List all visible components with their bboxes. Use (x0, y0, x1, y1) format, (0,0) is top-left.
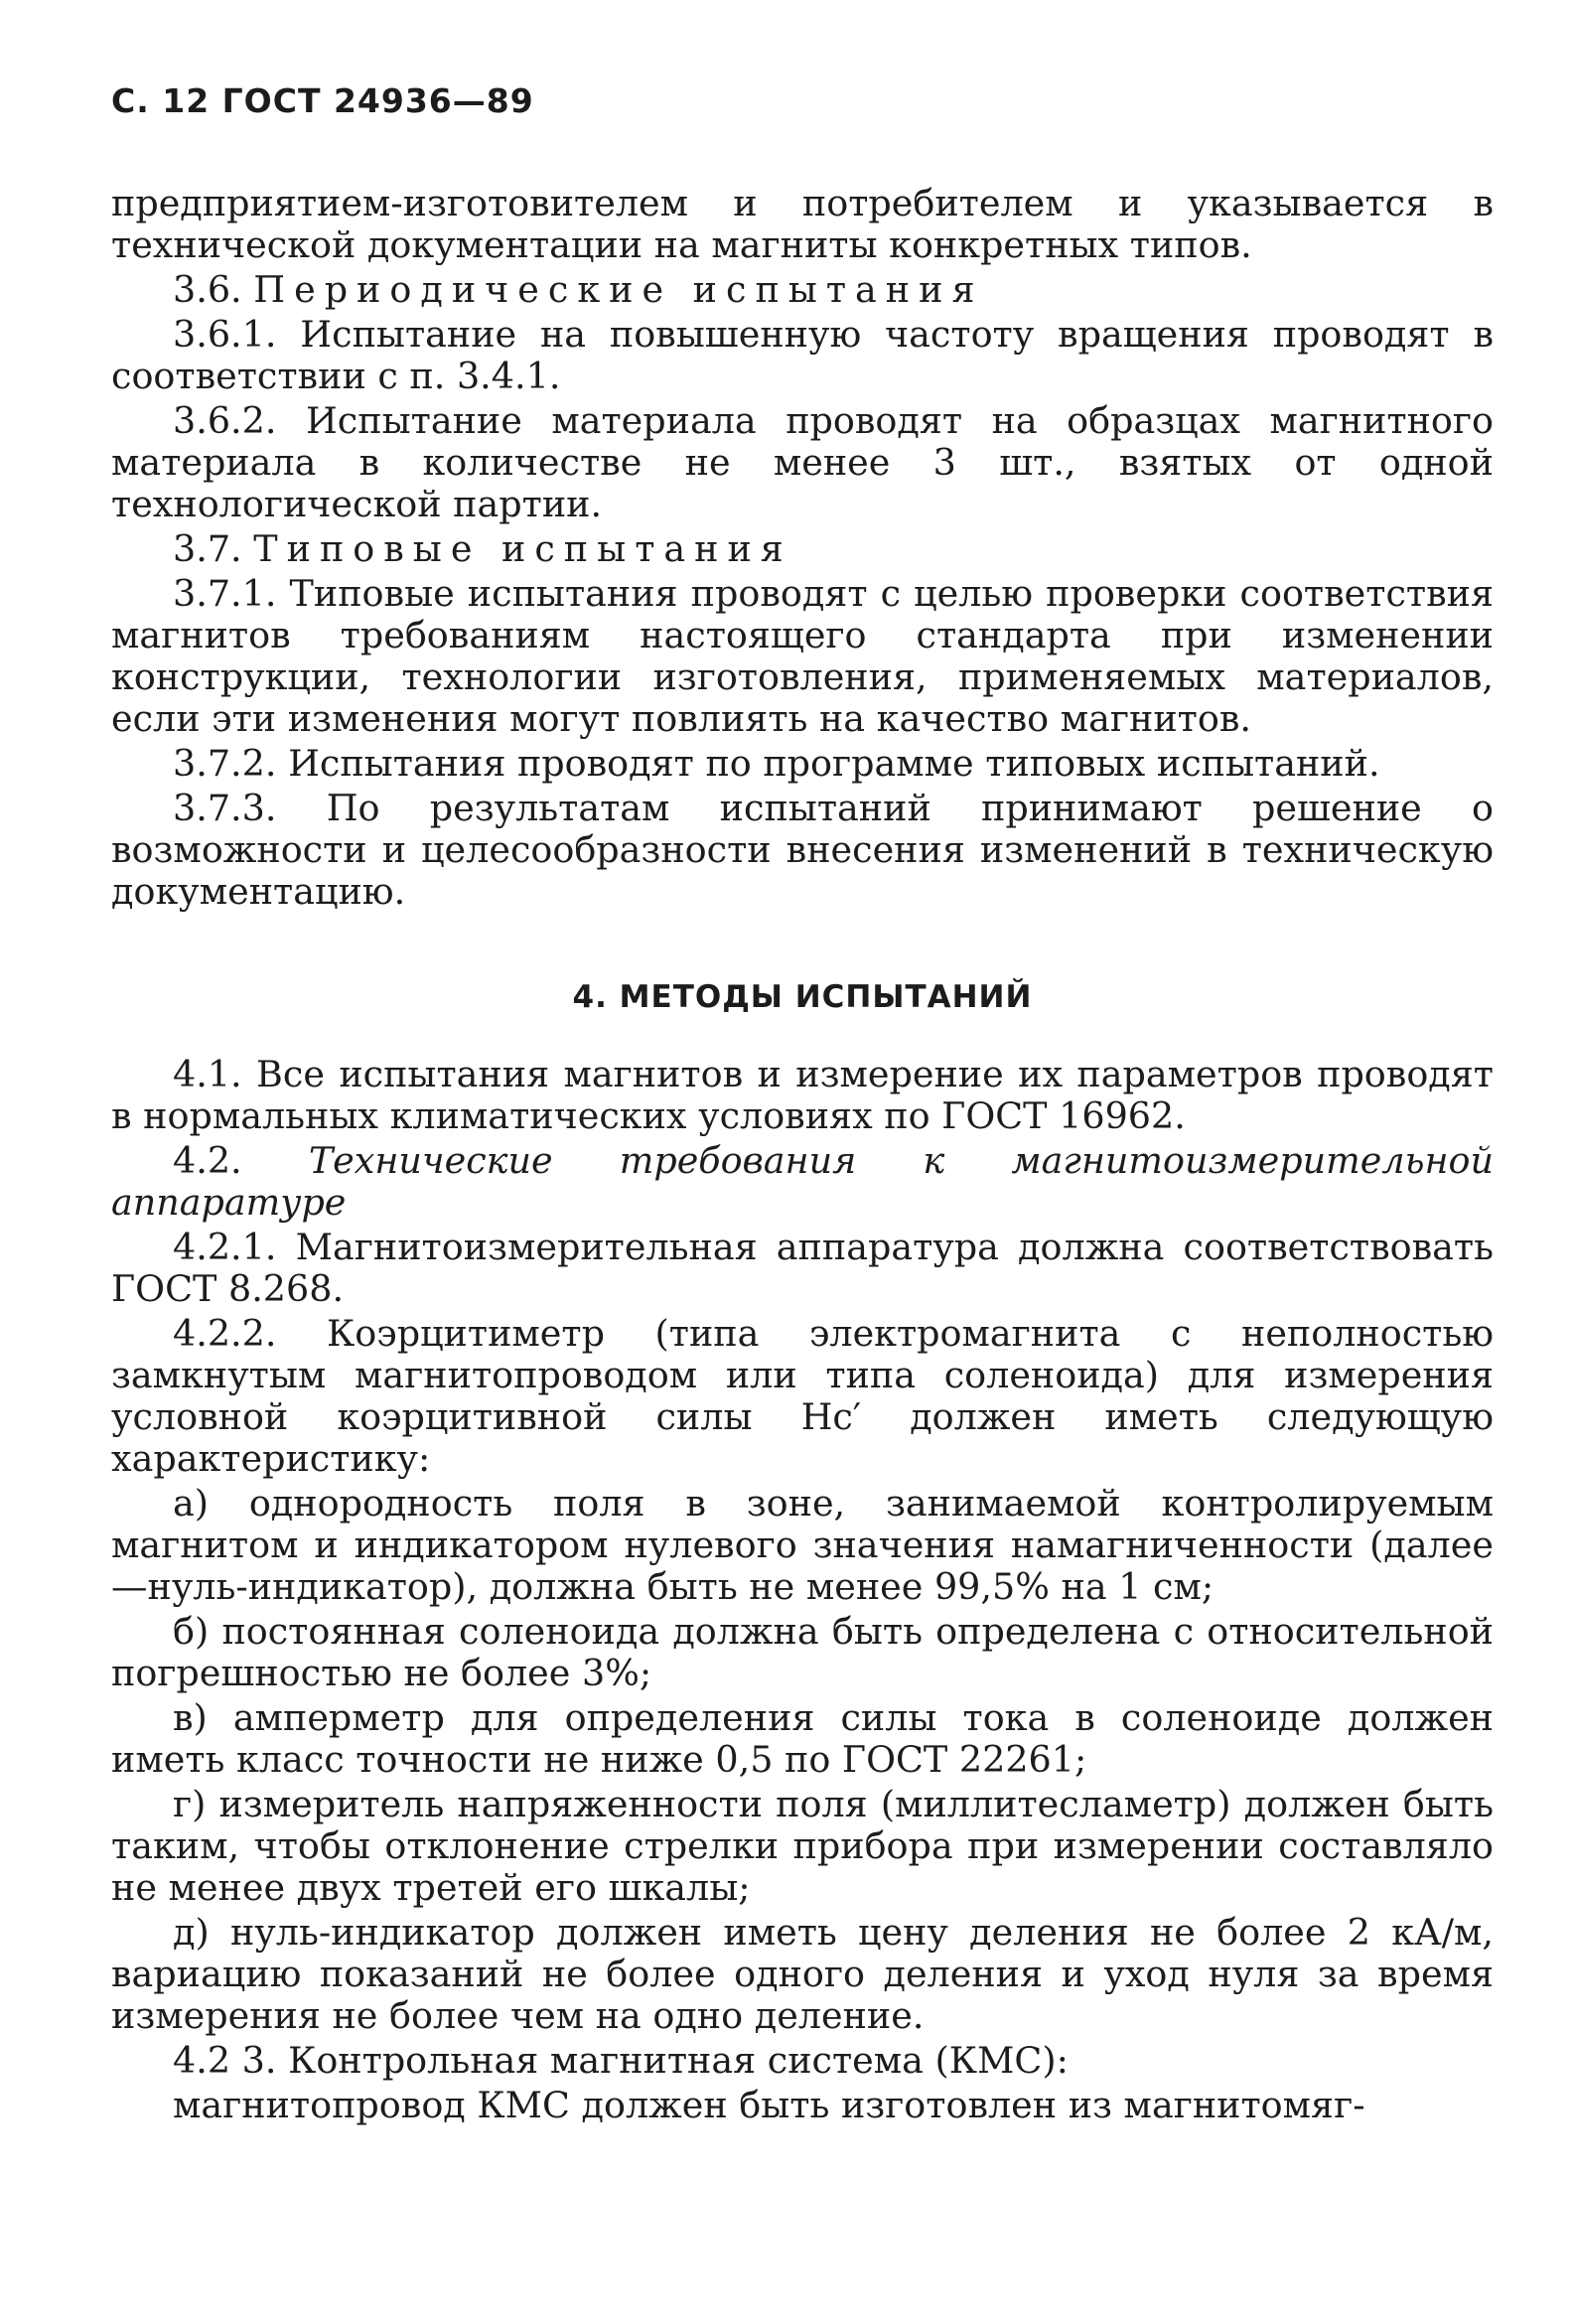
paragraph-3-6-2: 3.6.2. Испытание материала проводят на образцах магнитного материала в количестве не менее 3 шт., взятых от одной технологической партии. (111, 399, 1494, 525)
running-header: С. 12 ГОСТ 24936—89 (111, 81, 534, 120)
subsection-number: 3.7. (173, 527, 242, 570)
paragraph-3-6-1: 3.6.1. Испытание на повышенную частоту вращения проводят в соответствии с п. 3.4.1. (111, 313, 1494, 397)
list-item: б) постоянная соленоида должна быть определена с относительной погрешностью не более 3%; (111, 1610, 1494, 1694)
document-page (111, 72, 1494, 2296)
paragraph-continuation: предприятием-изготовителем и потребителем и указывается в технической документации на магниты конкретных типов. (111, 182, 1494, 266)
section-4-heading: 4. МЕТОДЫ ИСПЫТАНИЙ (572, 979, 1033, 1015)
list-item: д) нуль-индикатор должен иметь цену деления не более 2 кА/м, вариацию показаний не более одного деления и уход нуля за время измерения не более чем на одно деление. (111, 1911, 1494, 2037)
paragraph-3-7-2: 3.7.2. Испытания проводят по программе типовых испытаний. (173, 742, 1380, 785)
subsection-3-6-heading (111, 269, 1494, 311)
subsection-number: 4.2. (173, 1139, 242, 1182)
paragraph-4-1: 4.1. Все испытания магнитов и измерение их параметров проводят в нормальных климатических условиях по ГОСТ 16962. (111, 1053, 1494, 1137)
list-item: в) амперметр для определения силы тока в соленоиде должен иметь класс точности не ниже 0,5 по ГОСТ 22261; (111, 1696, 1494, 1781)
paragraph-4-2-2: 4.2.2. Коэрцитиметр (типа электромагнита с неполностью замкнутым магнитопроводом или типа соленоида) для измерения условной коэрцитивной силы Нс′ должен иметь следующую характеристику: (111, 1312, 1494, 1480)
subsection-title: Технические требования к магнитоизмерительной аппаратуре (111, 1139, 1494, 1224)
paragraph-4-2-3: 4.2 3. Контрольная магнитная система (КМС): (173, 2039, 1069, 2082)
subsection-3-7-heading (111, 528, 1494, 570)
subsection-title: Периодические испытания (253, 268, 984, 311)
paragraph-3-7-1: 3.7.1. Типовые испытания проводят с целью проверки соответствия магнитов требованиям настоящего стандарта при изменении конструкции, технологии изготовления, применяемых материалов, если эти изменения могут повлиять на качество магнитов. (111, 572, 1494, 740)
paragraph-3-7-3: 3.7.3. По результатам испытаний принимают решение о возможности и целесообразности внесения изменений в техническую документацию. (111, 787, 1494, 913)
paragraph-4-2-1: 4.2.1. Магнитоизмерительная аппаратура должна соответствовать ГОСТ 8.268. (111, 1226, 1494, 1310)
subsection-title: Типовые испытания (253, 527, 792, 570)
list-item: а) однородность поля в зоне, занимаемой контролируемым магнитом и индикатором нулевого значения намагниченности (далее—нуль-индикатор), должна быть не менее 99,5% на 1 см; (111, 1482, 1494, 1608)
document-body (111, 183, 1494, 2129)
list-item: г) измеритель напряженности поля (миллитесламетр) должен быть таким, чтобы отклонение стрелки прибора при измерении составляло не менее двух третей его шкалы; (111, 1783, 1494, 1909)
requirements-list (111, 1483, 1494, 2037)
paragraph-4-2-heading (111, 1140, 1494, 1224)
subsection-number: 3.6. (173, 268, 242, 311)
paragraph-4-2-3-continuation: магнитопровод КМС должен быть изготовлен из магнитомяг- (173, 2084, 1365, 2126)
